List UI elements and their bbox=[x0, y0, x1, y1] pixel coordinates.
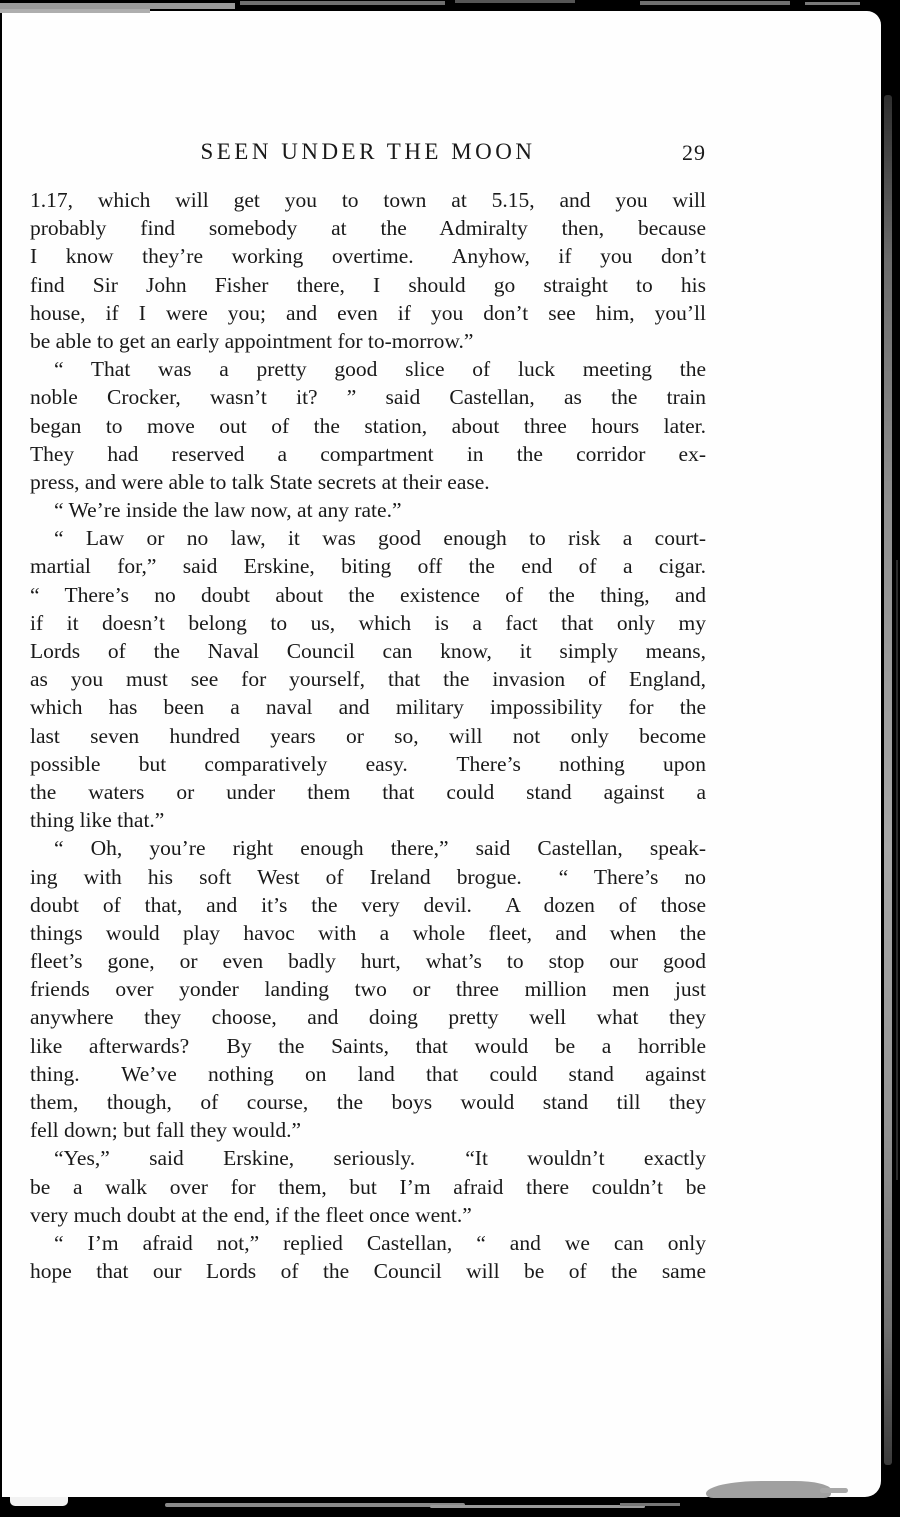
text-line: “Yes,” said Erskine, seriously. “It wouldn’t exactly bbox=[54, 1146, 706, 1171]
text-line: martial for,” said Erskine, biting off the end of a cigar. bbox=[30, 554, 706, 579]
text-line: fell down; but fall they would.” bbox=[30, 1118, 302, 1143]
scan-artifact-page-curl bbox=[820, 1488, 848, 1493]
paragraph bbox=[30, 355, 706, 496]
text-line: fleet’s gone, or even badly hurt, what’s to stop our good bbox=[30, 949, 706, 974]
scan-artifact-top-streak bbox=[640, 1, 790, 5]
text-line: probably find somebody at the Admiralty then, because bbox=[30, 216, 706, 241]
text-line: They had reserved a compartment in the corridor ex- bbox=[30, 441, 706, 466]
text-line: Lords of the Naval Council can know, it simply means, bbox=[30, 639, 706, 663]
scan-artifact-page-tab bbox=[10, 1497, 68, 1506]
text-line: which has been a naval and military impossibility for the bbox=[30, 695, 706, 720]
text-line: 1.17, which will get you to town at 5.15, and you will bbox=[30, 188, 706, 212]
scan-artifact-top-streak bbox=[0, 9, 150, 13]
scan-artifact-page-curl bbox=[706, 1481, 831, 1498]
text-line: find Sir John Fisher there, I should go straight to his bbox=[30, 272, 706, 297]
text-line: “ Oh, you’re right enough there,” said Castellan, speak- bbox=[54, 836, 706, 861]
text-line: things would play havoc with a whole fleet, and when the bbox=[30, 920, 706, 945]
text-line: very much doubt at the end, if the fleet once went.” bbox=[30, 1202, 472, 1227]
text-line: thing like that.” bbox=[30, 808, 165, 833]
text-line: as you must see for yourself, that the invasion of England, bbox=[30, 667, 706, 692]
text-line: anywhere they choose, and doing pretty well what they bbox=[30, 1005, 706, 1030]
text-line: if it doesn’t belong to us, which is a fact that only my bbox=[30, 610, 706, 635]
paragraph bbox=[30, 1229, 706, 1285]
text-line: last seven hundred years or so, will not only become bbox=[30, 723, 706, 748]
text-line: them, though, of course, the boys would stand till they bbox=[30, 1090, 706, 1114]
paragraph bbox=[30, 1144, 706, 1229]
text-line: began to move out of the station, about three hours later. bbox=[30, 413, 706, 438]
text-line: friends over yonder landing two or three million men just bbox=[30, 977, 706, 1002]
scan-artifact-top-streak bbox=[240, 1, 445, 5]
paragraph bbox=[30, 834, 706, 1144]
paragraph bbox=[30, 524, 706, 834]
text-line: be a walk over for them, but I’m afraid there couldn’t be bbox=[30, 1174, 706, 1199]
text-line: “ We’re inside the law now, at any rate.” bbox=[54, 498, 402, 523]
text-line: press, and were able to talk State secrets at their ease. bbox=[30, 469, 490, 494]
paragraph bbox=[30, 496, 706, 524]
text-line: possible but comparatively easy. There’s nothing upon bbox=[30, 751, 706, 776]
page-title: SEEN UNDER THE MOON bbox=[200, 139, 536, 164]
text-line: “ Law or no law, it was good enough to risk a court- bbox=[54, 526, 706, 551]
text-line: be able to get an early appointment for to-morrow.” bbox=[30, 328, 474, 353]
scan-artifact-bottom-smudge bbox=[430, 1505, 645, 1508]
scan-artifact-bottom-smudge bbox=[620, 1503, 680, 1506]
text-line: thing. We’ve nothing on land that could stand against bbox=[30, 1061, 706, 1086]
running-head bbox=[30, 139, 706, 169]
paragraph bbox=[30, 186, 706, 355]
page-number: 29 bbox=[682, 140, 706, 165]
text-line: “ There’s no doubt about the existence of the thing, and bbox=[30, 582, 706, 607]
text-line: I know they’re working overtime. Anyhow, if you don’t bbox=[30, 244, 706, 269]
scan-artifact-page-edge-shadow bbox=[884, 95, 892, 1465]
scan-artifact-top-streak bbox=[455, 0, 575, 3]
text-line: “ That was a pretty good slice of luck meeting the bbox=[54, 357, 706, 382]
text-line: the waters or under them that could stand against a bbox=[30, 779, 706, 804]
text-line: house, if I were you; and even if you don’t see him, you’ll bbox=[30, 300, 706, 325]
text-line: noble Crocker, wasn’t it? ” said Castellan, as the train bbox=[30, 385, 706, 410]
text-line: “ I’m afraid not,” replied Castellan, “ and we can only bbox=[54, 1230, 706, 1255]
text-line: doubt of that, and it’s the very devil. A dozen of those bbox=[30, 892, 706, 917]
scan-artifact-bottom-smudge bbox=[165, 1503, 465, 1507]
text-block bbox=[30, 186, 706, 1285]
text-line: like afterwards? By the Saints, that would be a horrible bbox=[30, 1033, 706, 1058]
text-line: ing with his soft West of Ireland brogue. “ There’s no bbox=[30, 864, 706, 889]
text-line: hope that our Lords of the Council will be of the same bbox=[30, 1259, 706, 1284]
scan-artifact-edge-speckle bbox=[896, 560, 898, 1180]
scan-artifact-top-streak bbox=[805, 2, 860, 5]
